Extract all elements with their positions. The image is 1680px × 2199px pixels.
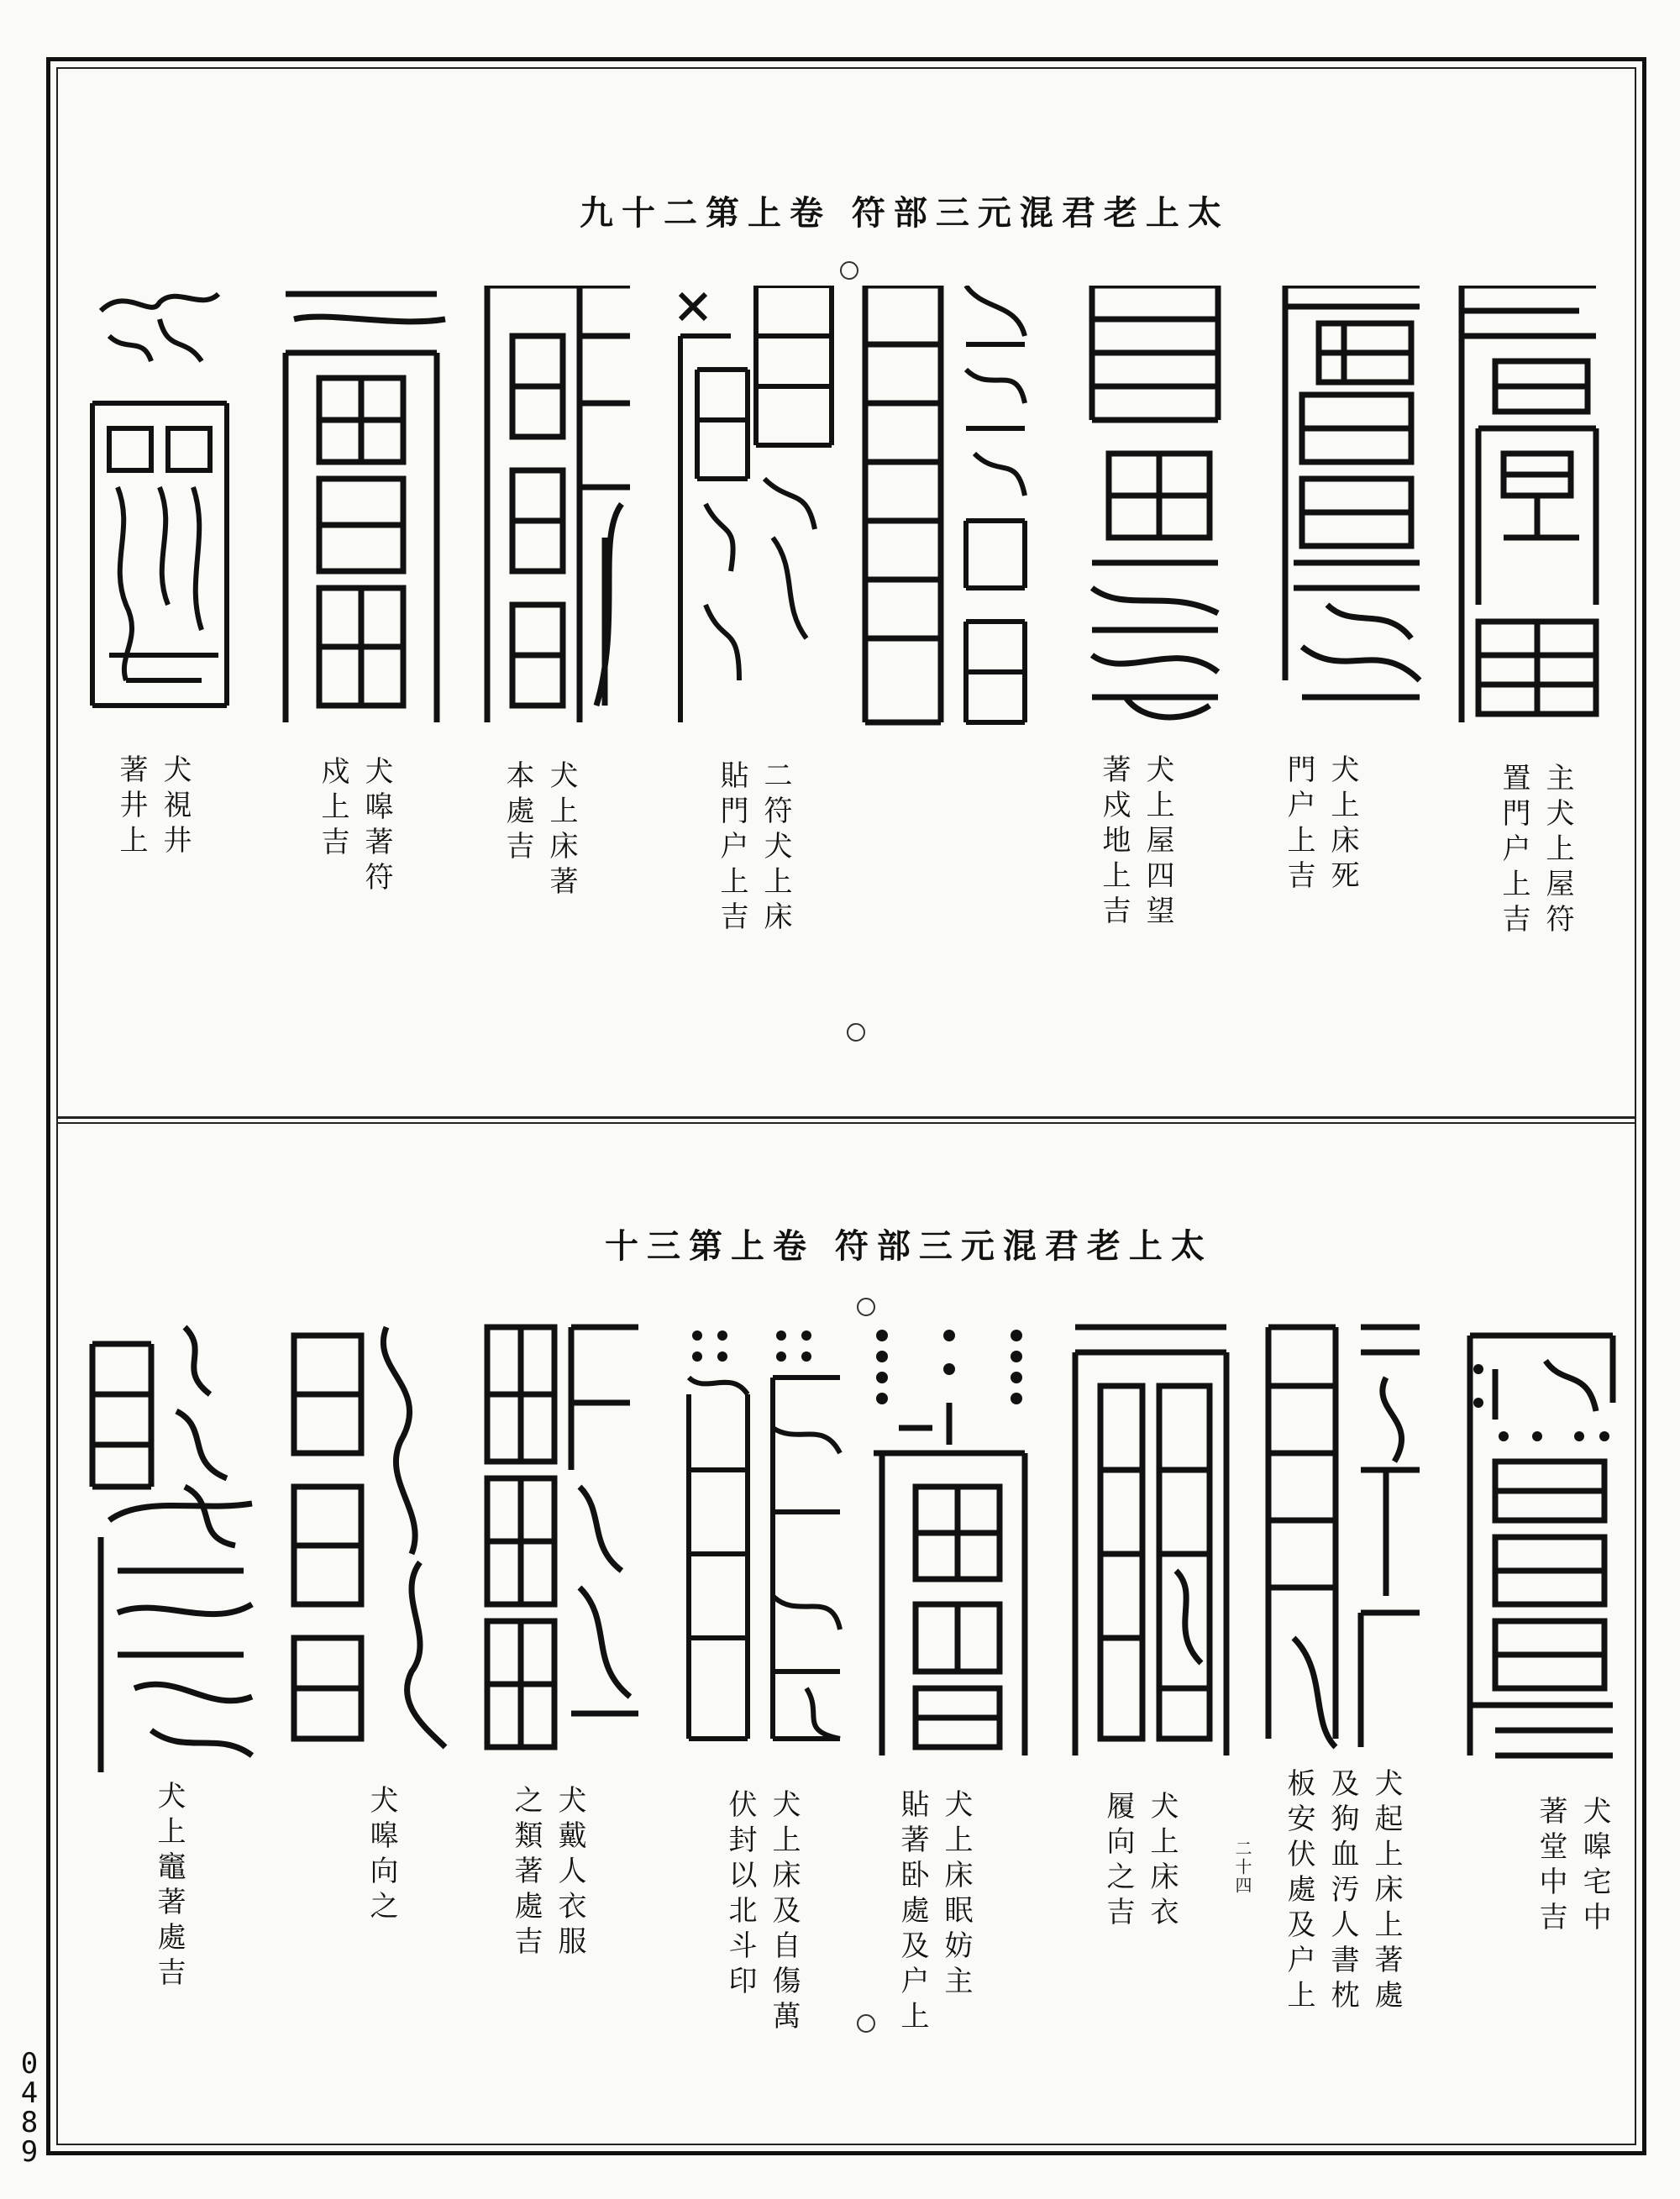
talisman-drawing: [1075, 286, 1226, 739]
talisman-drawing: [1462, 1319, 1630, 1772]
talisman-caption: 犬戴人衣服 之類著處吉: [509, 1785, 586, 1961]
talisman-caption: 犬上床死 門户上吉: [1282, 754, 1359, 895]
talisman-drawing: [277, 286, 454, 739]
talisman-drawing: [1260, 1319, 1428, 1772]
talisman-caption: 犬上床及自傷萬 伏封以北斗印: [723, 1789, 801, 2036]
margin-note: 二十四: [1232, 1839, 1252, 1895]
talisman-drawing: [84, 1319, 269, 1772]
talisman-caption: 犬上床衣 履向之吉: [1101, 1791, 1179, 1932]
binding-hole: [857, 2014, 875, 2033]
talisman-caption: 二符犬上床 貼門户上吉: [715, 760, 792, 937]
section-divider-inner: [56, 1122, 1636, 1124]
talisman-drawing: [672, 286, 840, 739]
talisman-caption: 主犬上屋符 置門户上吉: [1497, 763, 1574, 939]
talisman-caption: 犬視井 著井上: [114, 754, 192, 860]
talisman-caption: 犬起上床上著處 及狗血汚人書枕 板安伏處及户上: [1282, 1768, 1403, 2015]
talisman-drawing: [286, 1319, 454, 1756]
talisman-caption: 犬上竈著處吉: [152, 1781, 186, 1992]
section-divider: [56, 1116, 1636, 1119]
binding-hole: [840, 261, 858, 280]
talisman-drawing: [949, 286, 1042, 739]
binding-hole: [857, 1298, 875, 1316]
talisman-caption: 犬上屋四望 著戍地上吉: [1097, 754, 1174, 931]
talisman-caption: 犬嗥宅中 著堂中吉: [1534, 1796, 1611, 1937]
talisman-caption: 犬嗥向之: [365, 1785, 398, 1926]
talisman-drawing: [76, 286, 244, 739]
talisman-drawing: [479, 286, 647, 739]
page-header-top: 太上老君混元三部符 卷上第二十九: [580, 193, 1230, 233]
talisman-drawing: [1277, 286, 1428, 722]
talisman-drawing: [1445, 286, 1613, 739]
talisman-drawing: [680, 1319, 848, 1764]
talisman-caption: 犬上床眠妨主 貼著卧處及户上: [895, 1789, 973, 2036]
talisman-caption: 犬上床著 本處吉: [501, 760, 578, 901]
page-header-bottom: 太上老君混元三部符 卷上第三十: [605, 1226, 1213, 1266]
binding-hole: [847, 1023, 865, 1042]
talisman-drawing: [479, 1319, 647, 1772]
talisman-caption: 犬嗥著符 戍上吉: [316, 756, 393, 897]
talisman-drawing: [1067, 1319, 1235, 1764]
talisman-drawing: [857, 286, 949, 739]
talisman-drawing: [865, 1319, 1033, 1764]
page-number: 0 4 8 9: [20, 2047, 39, 2169]
